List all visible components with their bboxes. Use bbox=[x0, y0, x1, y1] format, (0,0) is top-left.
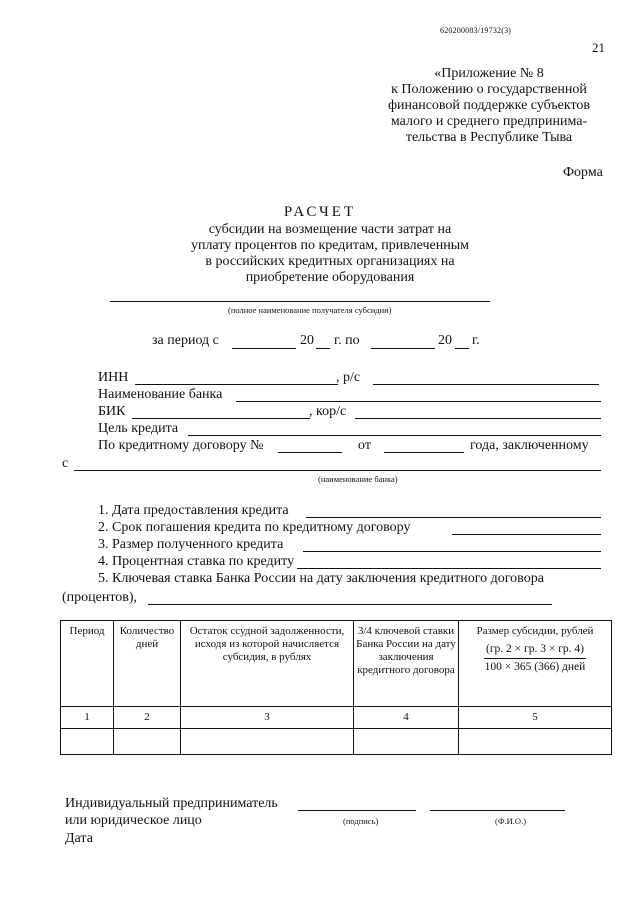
header-debt-balance: Остаток ссудной задолженности, исходя из которой начисляется субсидия, в рублях bbox=[181, 621, 354, 707]
inn-label: ИНН bbox=[98, 370, 129, 385]
purpose-label: Цель кредита bbox=[98, 421, 179, 436]
header-days: Количество дней bbox=[114, 621, 181, 707]
appendix-line: «Приложение № 8 bbox=[434, 66, 544, 81]
contract-number-field[interactable] bbox=[278, 452, 342, 453]
appendix-line: тельства в Республике Тыва bbox=[405, 130, 573, 145]
table-cell[interactable] bbox=[114, 729, 181, 755]
recipient-name-line[interactable] bbox=[110, 301, 490, 302]
bik-field[interactable] bbox=[132, 418, 310, 419]
period-end-year-field[interactable] bbox=[455, 348, 469, 349]
subtitle-line: субсидии на возмещение части затрат на bbox=[208, 222, 452, 237]
table-cell[interactable] bbox=[459, 729, 612, 755]
bank-name-field[interactable] bbox=[236, 401, 601, 402]
table-cell[interactable] bbox=[354, 729, 459, 755]
subsidy-table bbox=[60, 620, 612, 755]
item-key-rate: 5. Ключевая ставка Банка России на дату заключения кредитного договора bbox=[98, 571, 544, 586]
contract-concluded-label: года, заключенному bbox=[470, 438, 589, 453]
fio-caption: (Ф.И.О.) bbox=[495, 816, 527, 826]
fio-field[interactable] bbox=[430, 810, 565, 811]
contract-from-label: от bbox=[358, 438, 371, 453]
header-period: Период bbox=[61, 621, 114, 707]
rs-label: , р/с bbox=[336, 370, 361, 385]
item-interest-rate: 4. Процентная ставка по кредиту bbox=[98, 554, 295, 569]
signature-field[interactable] bbox=[298, 810, 416, 811]
document-subtitle bbox=[160, 222, 500, 286]
item-credit-date: 1. Дата предоставления кредита bbox=[98, 503, 289, 518]
subtitle-line: в российских кредитных организациях на bbox=[205, 254, 455, 269]
interest-rate-field[interactable] bbox=[297, 568, 601, 569]
formula-numerator: (гр. 2 × гр. 3 × гр. 4) bbox=[484, 642, 586, 659]
recipient-caption: (полное наименование получателя субсидии) bbox=[228, 305, 392, 315]
period-year-suffix: г. bbox=[472, 333, 480, 348]
with-label: с bbox=[62, 456, 69, 471]
table-cell[interactable] bbox=[181, 729, 354, 755]
inn-field[interactable] bbox=[135, 384, 338, 385]
document-code: 620200083/19732(3) bbox=[440, 26, 512, 35]
repayment-term-field[interactable] bbox=[452, 534, 601, 535]
document-title: РАСЧЕТ bbox=[283, 204, 357, 220]
ks-label: , кор/с bbox=[309, 404, 347, 419]
header-subsidy-label: Размер субсидии, рублей bbox=[476, 625, 594, 637]
credit-amount-field[interactable] bbox=[303, 551, 601, 552]
period-year-prefix: 20 bbox=[300, 333, 314, 348]
bank-caption: (наименование банка) bbox=[318, 474, 398, 484]
purpose-field[interactable] bbox=[188, 435, 601, 436]
key-rate-field[interactable] bbox=[148, 604, 552, 605]
subtitle-line: уплату процентов по кредитам, привлеченным bbox=[190, 238, 470, 253]
period-start-day-field[interactable] bbox=[232, 348, 296, 349]
credit-date-field[interactable] bbox=[306, 517, 601, 518]
ks-field[interactable] bbox=[355, 418, 601, 419]
period-year-prefix: 20 bbox=[438, 333, 452, 348]
header-subsidy bbox=[459, 621, 612, 707]
bik-label: БИК bbox=[98, 404, 126, 419]
appendix-line: малого и среднего предпринима- bbox=[390, 114, 588, 129]
appendix-block bbox=[360, 66, 618, 146]
footer-entrepreneur-label: Индивидуальный предприниматель bbox=[65, 796, 278, 811]
signature-caption: (подпись) bbox=[343, 816, 379, 826]
formula-denominator: 100 × 365 (366) дней bbox=[484, 661, 586, 673]
column-number: 3 bbox=[181, 707, 354, 729]
item-credit-amount: 3. Размер полученного кредита bbox=[98, 537, 284, 552]
footer-date-label: Дата bbox=[65, 831, 93, 846]
footer-legal-entity-label: или юридическое лицо bbox=[65, 813, 202, 828]
contract-date-field[interactable] bbox=[384, 452, 464, 453]
subsidy-formula bbox=[484, 642, 586, 674]
period-start-year-field[interactable] bbox=[316, 348, 330, 349]
appendix-line: финансовой поддержке субъектов bbox=[387, 98, 591, 113]
contract-bank-field[interactable] bbox=[74, 470, 601, 471]
column-number: 4 bbox=[354, 707, 459, 729]
header-key-rate: 3/4 ключевой ставки Банка России на дату заключения кредитного договора bbox=[354, 621, 459, 707]
item-repayment-term: 2. Срок погашения кредита по кредитному договору bbox=[98, 520, 411, 535]
bank-name-label: Наименование банка bbox=[98, 387, 223, 402]
appendix-line: к Положению о государственной bbox=[391, 82, 587, 97]
contract-label: По кредитному договору № bbox=[98, 438, 264, 453]
period-end-day-field[interactable] bbox=[371, 348, 435, 349]
column-number: 1 bbox=[61, 707, 114, 729]
subtitle-line: приобретение оборудования bbox=[245, 270, 415, 285]
form-label: Форма bbox=[563, 165, 603, 180]
rs-field[interactable] bbox=[373, 384, 599, 385]
table-cell[interactable] bbox=[61, 729, 114, 755]
period-to-label: г. по bbox=[334, 333, 360, 348]
column-number: 5 bbox=[459, 707, 612, 729]
items-tail-label: (процентов), bbox=[62, 590, 138, 605]
period-from-label: за период с bbox=[152, 333, 219, 348]
column-number: 2 bbox=[114, 707, 181, 729]
page-number: 21 bbox=[592, 40, 605, 55]
